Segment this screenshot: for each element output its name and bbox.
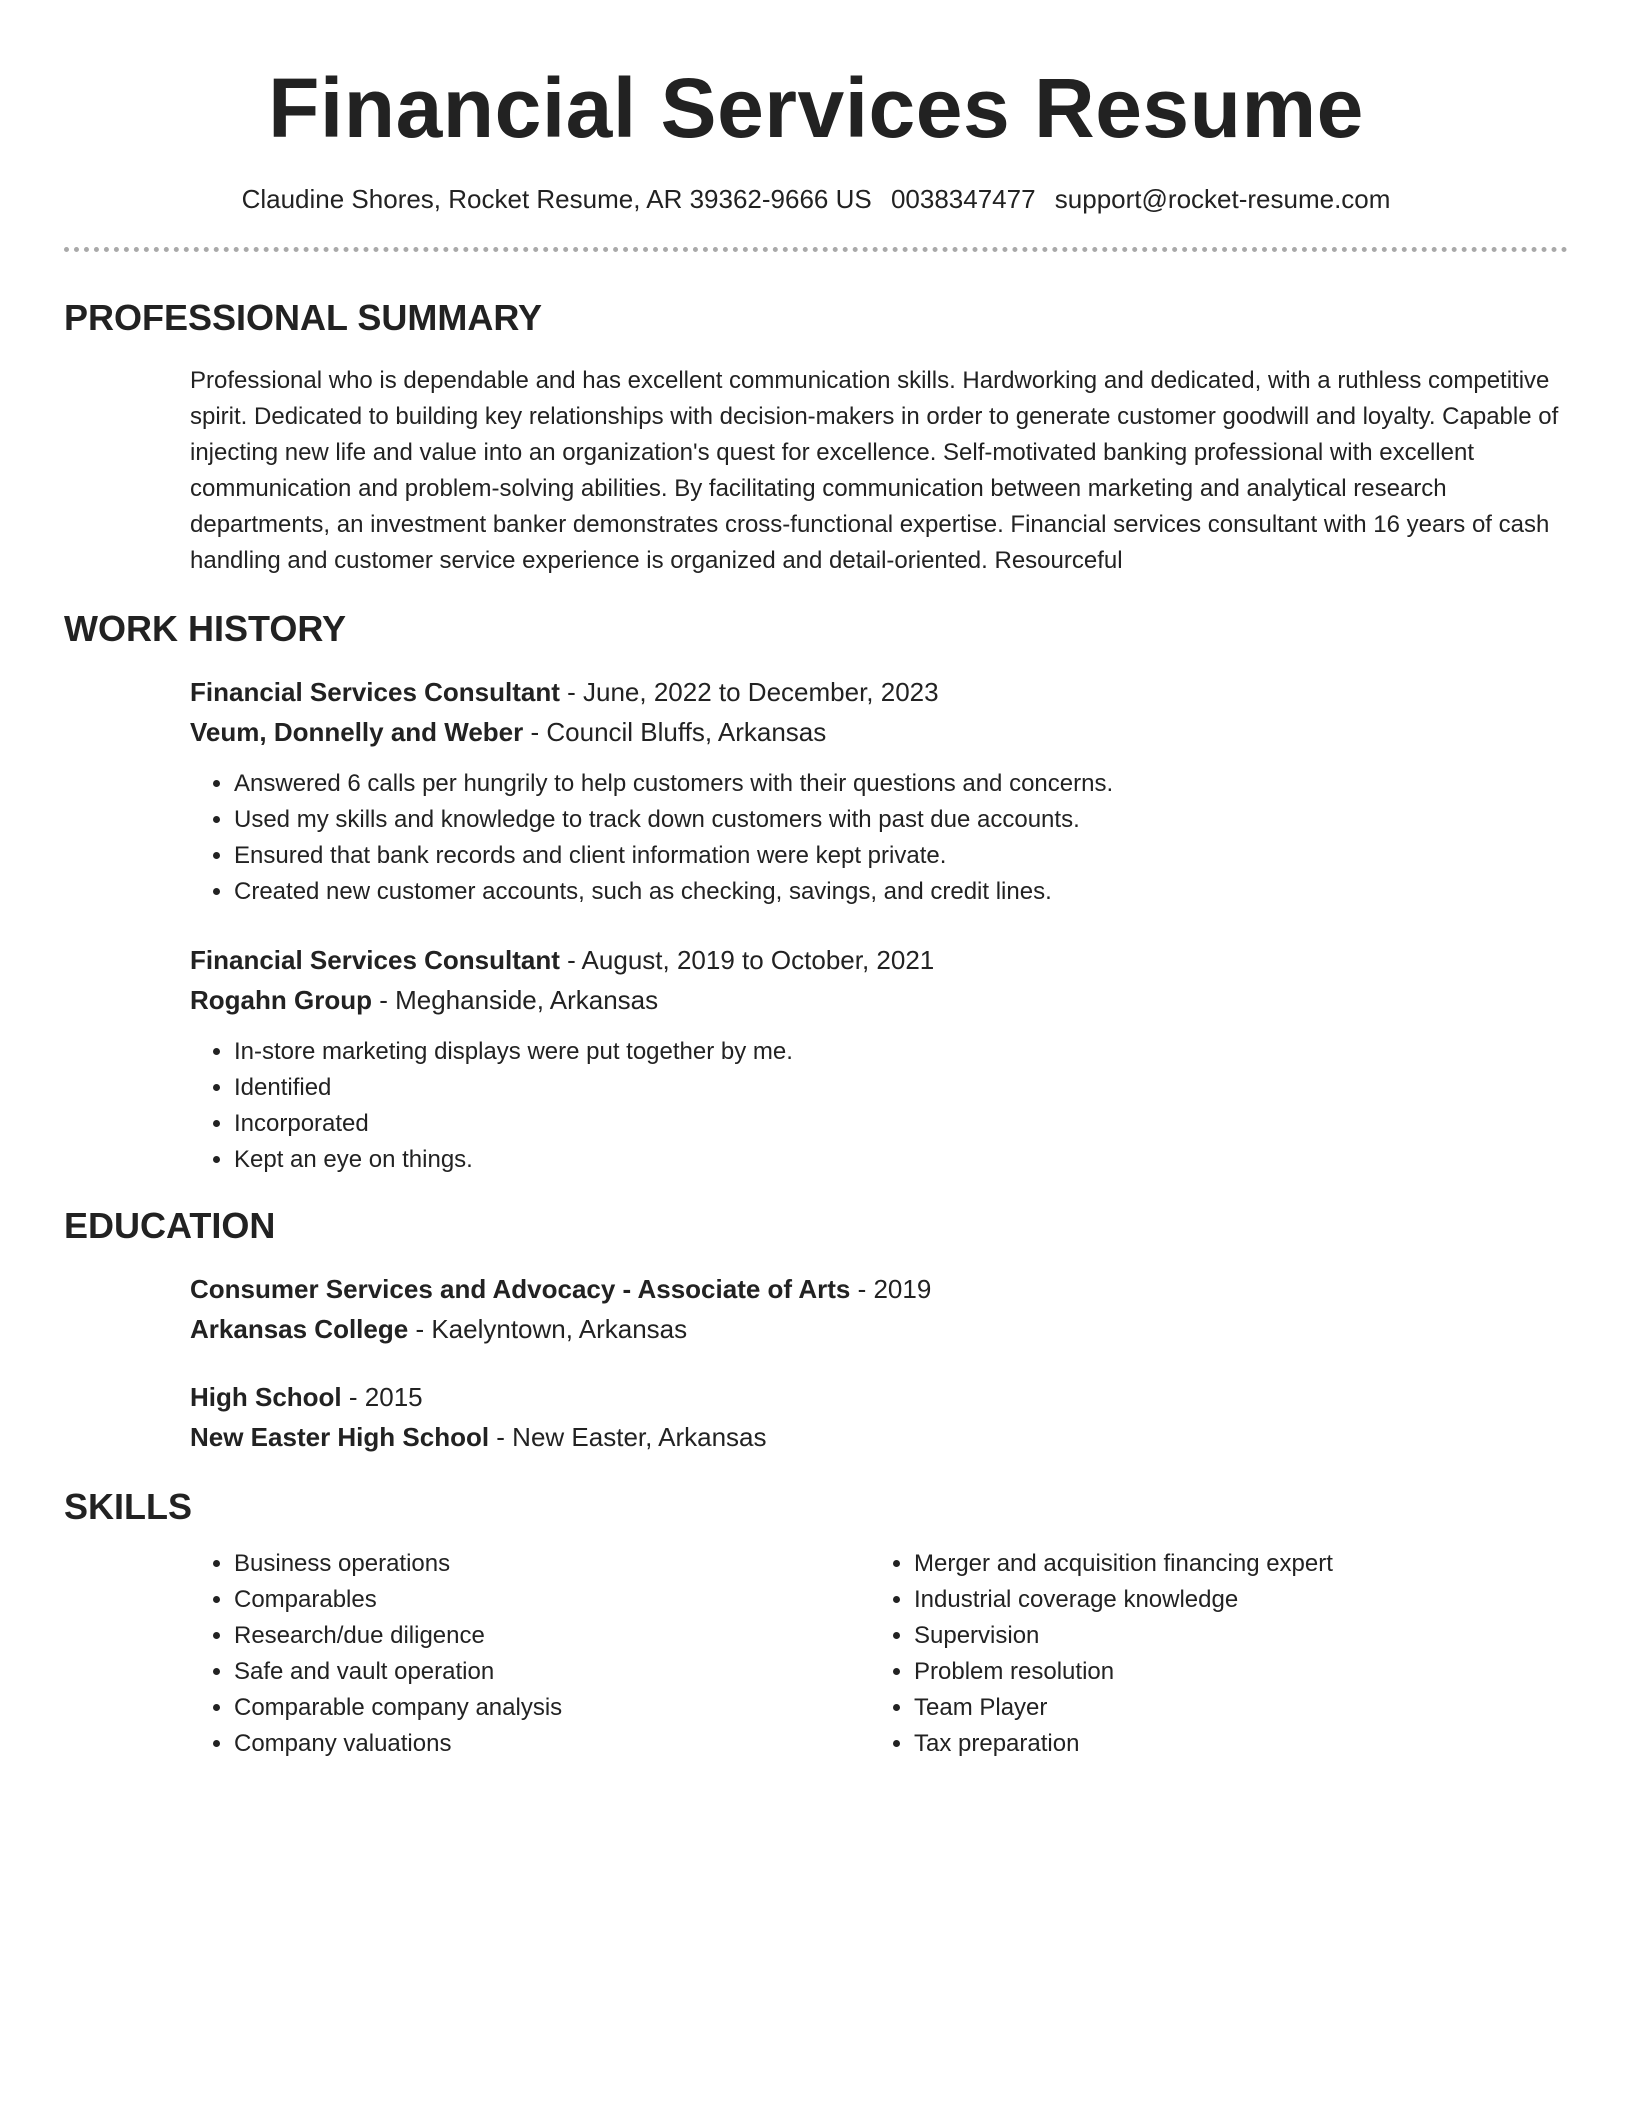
job-bullet: • Created new customer accounts, such as checking, savings, and credit lines. bbox=[234, 874, 1568, 910]
job-bullet: • Incorporated bbox=[234, 1106, 1568, 1142]
education-location: - New Easter, Arkansas bbox=[489, 1422, 767, 1453]
job-bullet: • Ensured that bank records and client information were kept private. bbox=[234, 838, 1568, 874]
skill-item: • Company valuations bbox=[234, 1726, 870, 1762]
job-company: Rogahn Group bbox=[190, 984, 372, 1015]
skill-item: • Industrial coverage knowledge bbox=[914, 1582, 1550, 1618]
skill-item: • Supervision bbox=[914, 1618, 1550, 1654]
skill-item: • Merger and acquisition financing expert bbox=[914, 1546, 1550, 1582]
contact-line bbox=[64, 183, 1568, 217]
job-bullet: • Answered 6 calls per hungrily to help customers with their questions and concerns. bbox=[234, 766, 1568, 802]
job-bullet: • Identified bbox=[234, 1070, 1568, 1106]
job-bullets bbox=[190, 766, 1568, 910]
education-year: - 2019 bbox=[850, 1274, 932, 1305]
skill-item: • Business operations bbox=[234, 1546, 870, 1582]
resume-title: Financial Services Resume bbox=[268, 61, 1364, 155]
contact-email: support@rocket-resume.com bbox=[1054, 183, 1391, 214]
skills-grid bbox=[190, 1546, 1568, 1762]
skills-list-right bbox=[870, 1546, 1550, 1762]
skills-section bbox=[64, 1485, 1568, 1762]
job-company: Veum, Donnelly and Weber bbox=[190, 716, 524, 747]
job-bullet: • Used my skills and knowledge to track down customers with past due accounts. bbox=[234, 802, 1568, 838]
education-year: - 2015 bbox=[341, 1382, 423, 1413]
job-company-line bbox=[190, 712, 1568, 752]
job-bullet: • In-store marketing displays were put together by me. bbox=[234, 1034, 1568, 1070]
education-degree-line bbox=[190, 1377, 1568, 1417]
job-entry bbox=[190, 940, 1568, 1178]
summary-text: Professional who is dependable and has excellent communication skills. Hardworking and dedicated, with a ruthless competitive spirit. Dedicated to building key relationships with decision-makers in order to generate customer goodwill and loyalty. Capable of injecting new life and value into an organization's quest for excellence. Self-motivated banking professional with excellent communication and problem-solving abilities. By facilitating communication between marketing and analytical research departments, an investment banker demonstrates cross-functional expertise. Financial services consultant with 16 years of cash handling and customer service experience is organized and detail-oriented. Resourceful bbox=[190, 366, 1559, 574]
education-heading: EDUCATION bbox=[64, 1204, 276, 1246]
skill-item: • Safe and vault operation bbox=[234, 1654, 870, 1690]
work-history-section bbox=[64, 607, 1568, 1178]
job-entry bbox=[190, 672, 1568, 910]
skills-column-right bbox=[870, 1546, 1550, 1762]
summary-heading: PROFESSIONAL SUMMARY bbox=[64, 296, 543, 338]
job-title-line bbox=[190, 672, 1568, 712]
skill-item: • Team Player bbox=[914, 1690, 1550, 1726]
education-location: - Kaelyntown, Arkansas bbox=[408, 1314, 688, 1345]
skills-heading: SKILLS bbox=[64, 1486, 193, 1528]
contact-phone: 0038347477 bbox=[890, 183, 1036, 214]
education-degree: High School bbox=[190, 1382, 342, 1413]
job-title-line bbox=[190, 940, 1568, 980]
skill-item: • Comparables bbox=[234, 1582, 870, 1618]
job-location: - Council Bluffs, Arkansas bbox=[523, 716, 827, 747]
skills-list-left bbox=[190, 1546, 870, 1762]
job-bullets bbox=[190, 1034, 1568, 1178]
education-school-line bbox=[190, 1417, 1568, 1457]
education-section bbox=[64, 1204, 1568, 1457]
job-bullet: • Kept an eye on things. bbox=[234, 1142, 1568, 1178]
job-dates: - June, 2022 to December, 2023 bbox=[559, 676, 939, 707]
skill-item: • Comparable company analysis bbox=[234, 1690, 870, 1726]
skill-item: • Tax preparation bbox=[914, 1726, 1550, 1762]
education-entry bbox=[190, 1269, 1568, 1349]
skill-item: • Problem resolution bbox=[914, 1654, 1550, 1690]
job-dates: - August, 2019 to October, 2021 bbox=[559, 944, 935, 975]
education-degree: Consumer Services and Advocacy - Associate of Arts bbox=[190, 1274, 851, 1305]
skill-item: • Research/due diligence bbox=[234, 1618, 870, 1654]
header-divider bbox=[64, 247, 1568, 252]
job-company-line bbox=[190, 980, 1568, 1020]
work-history-heading: WORK HISTORY bbox=[64, 607, 347, 649]
job-location: - Meghanside, Arkansas bbox=[371, 984, 659, 1015]
job-title: Financial Services Consultant bbox=[190, 676, 560, 707]
contact-address: Claudine Shores, Rocket Resume, AR 39362-9666 US bbox=[241, 183, 872, 214]
summary-section bbox=[64, 296, 1568, 579]
education-entry bbox=[190, 1377, 1568, 1457]
education-school-line bbox=[190, 1309, 1568, 1349]
education-school: Arkansas College bbox=[190, 1314, 409, 1345]
education-school: New Easter High School bbox=[190, 1422, 490, 1453]
education-degree-line bbox=[190, 1269, 1568, 1309]
skills-column-left bbox=[190, 1546, 870, 1762]
job-title: Financial Services Consultant bbox=[190, 944, 560, 975]
